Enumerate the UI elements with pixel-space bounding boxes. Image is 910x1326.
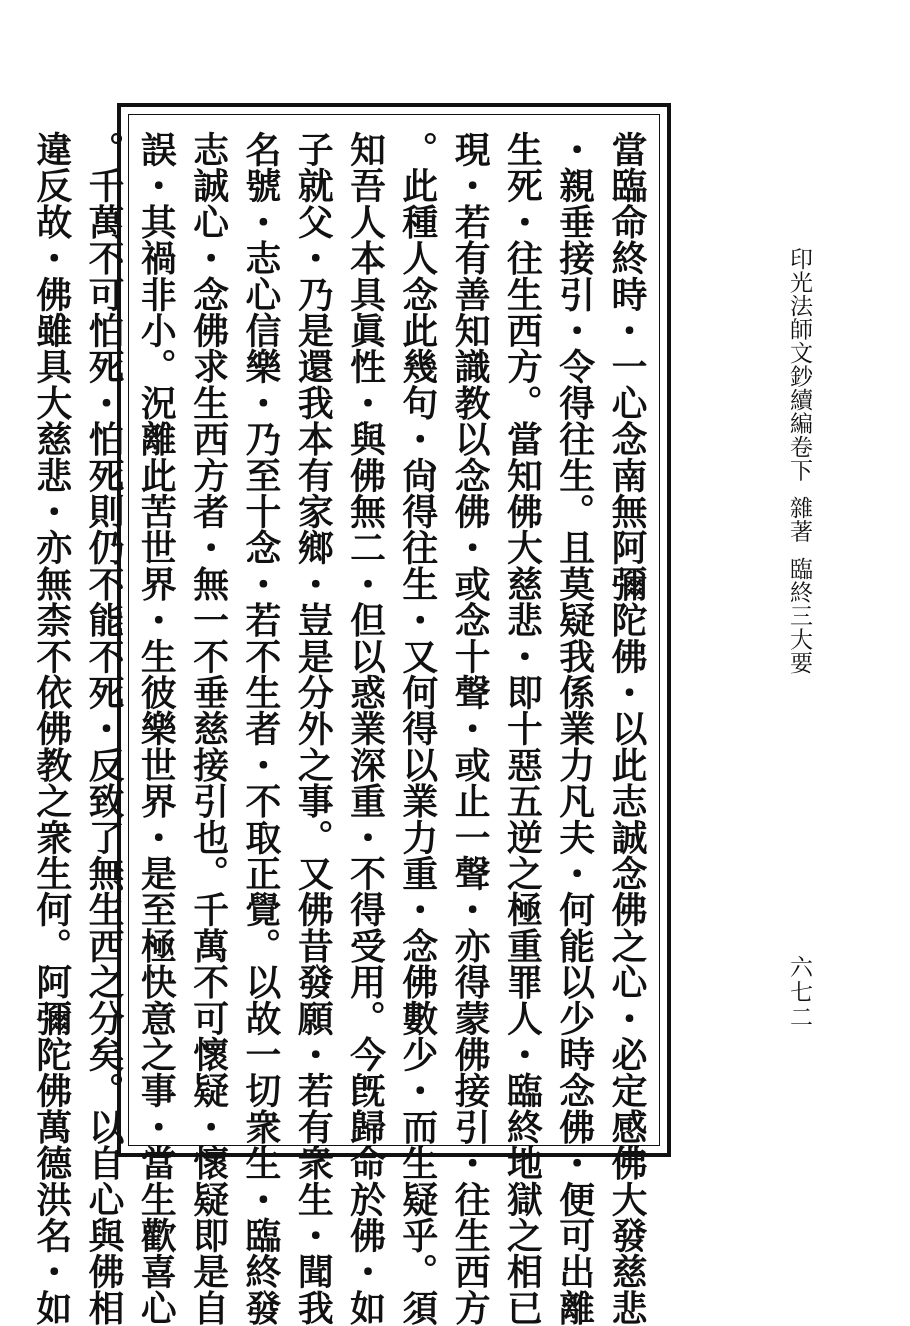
text-column: 違反故・佛雖具大慈悲・亦無柰不依佛教之衆生何。阿彌陀佛萬德洪名・如 <box>30 131 73 1326</box>
text-column: 誤・其禍非小。況離此苦世界・生彼樂世界・是至極快意之事・當生歡喜心 <box>135 131 178 1326</box>
running-header <box>783 233 816 675</box>
chapter-name: 臨終三大要 <box>786 557 812 675</box>
text-column: 子就父・乃是還我本有家鄉・豈是分外之事。又佛昔發願・若有衆生・聞我 <box>292 131 335 1326</box>
book-title: 印光法師文鈔續編卷下 <box>786 247 812 482</box>
page-border <box>30 103 671 1326</box>
text-column: 生死・往生西方。當知佛大慈悲・即十惡五逆之極重罪人・臨終地獄之相已 <box>501 131 544 1326</box>
text-column: 當臨命終時・一心念南無阿彌陀佛・以此志誠念佛之心・必定感佛大發慈悲 <box>606 131 648 1326</box>
text-column: 名號・志心信樂・乃至十念・若不生者・不取正覺。以故一切衆生・臨終發 <box>239 131 282 1326</box>
page-number: 六七二 <box>786 955 812 1030</box>
main-text <box>30 131 653 1326</box>
section-name: 雜著 <box>786 496 812 543</box>
text-column: 知吾人本具眞性・與佛無二・但以惑業深重・不得受用。今旣歸命於佛・如 <box>344 131 387 1326</box>
text-column: 。此種人念此幾句・尙得往生・又何得以業力重・念佛數少・而生疑乎。須 <box>396 131 439 1326</box>
text-column: 志誠心・念佛求生西方者・無一不垂慈接引也。千萬不可懷疑・懷疑即是自 <box>187 131 230 1326</box>
text-column: 。千萬不可怕死・怕死則仍不能不死・反致了無生西之分矣。以自心與佛相 <box>83 131 126 1326</box>
text-column: 現・若有善知識教以念佛・或念十聲・或止一聲・亦得蒙佛接引・往生西方 <box>449 131 492 1326</box>
text-column: ・親垂接引・令得往生。且莫疑我係業力凡夫・何能以少時念佛・便可出離 <box>553 131 596 1326</box>
